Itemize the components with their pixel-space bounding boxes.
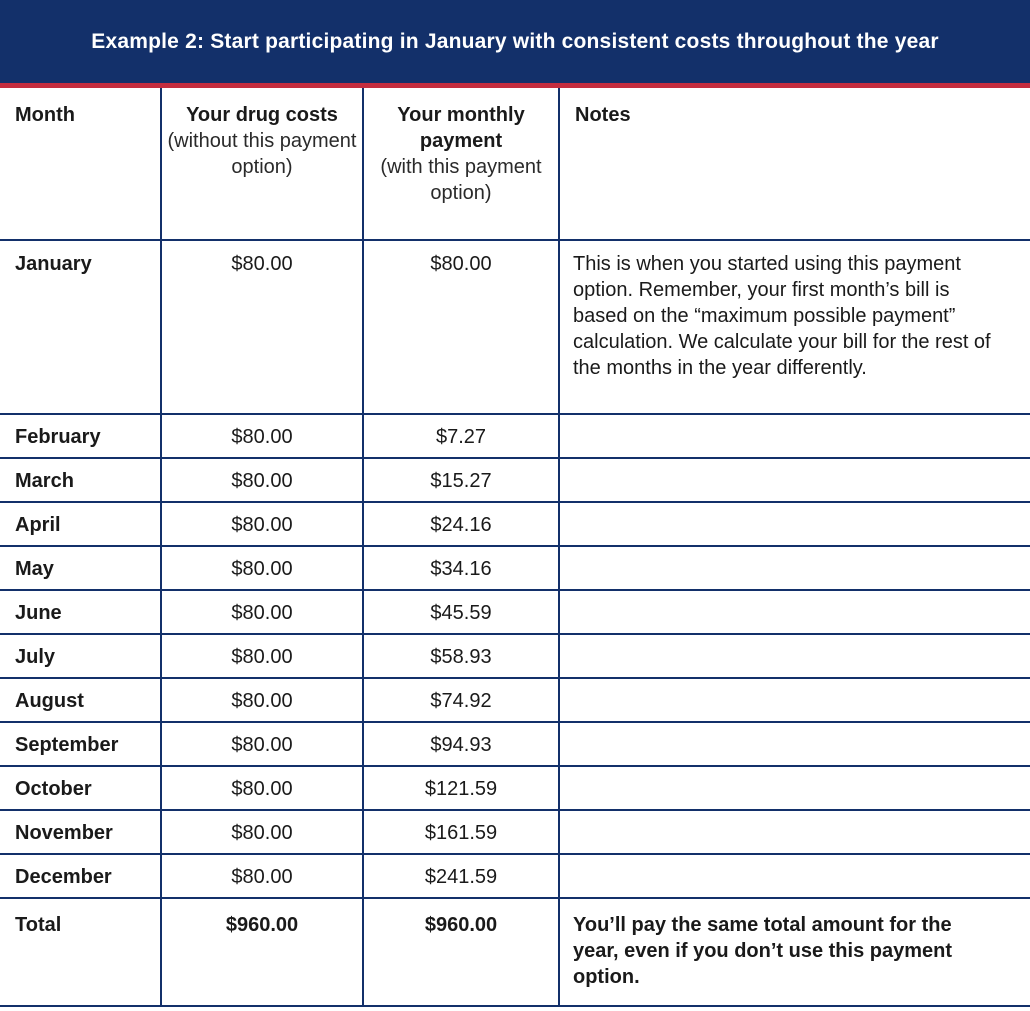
payment-cell: $15.27	[363, 458, 559, 502]
month-cell: March	[0, 458, 161, 502]
table-row	[0, 854, 1030, 898]
payment-cell: $74.92	[363, 678, 559, 722]
total-row	[0, 898, 1030, 1006]
table-row	[0, 414, 1030, 458]
column-header-monthly-payment-title: Your monthly payment	[397, 104, 525, 152]
month-cell: February	[0, 414, 161, 458]
total-payment-cell: $960.00	[363, 898, 559, 1006]
drug-cost-cell: $80.00	[161, 634, 363, 678]
note-cell	[559, 634, 1030, 678]
note-cell	[559, 414, 1030, 458]
note-cell	[559, 458, 1030, 502]
payment-example-table	[0, 88, 1030, 1007]
payment-cell: $45.59	[363, 590, 559, 634]
table-row	[0, 502, 1030, 546]
drug-cost-cell: $80.00	[161, 810, 363, 854]
note-cell	[559, 502, 1030, 546]
note-cell	[559, 546, 1030, 590]
table-row	[0, 766, 1030, 810]
drug-cost-cell: $80.00	[161, 458, 363, 502]
payment-cell: $94.93	[363, 722, 559, 766]
drug-cost-cell: $80.00	[161, 766, 363, 810]
total-drug-cost-cell: $960.00	[161, 898, 363, 1006]
table-row	[0, 634, 1030, 678]
drug-cost-cell: $80.00	[161, 722, 363, 766]
table-row	[0, 678, 1030, 722]
note-cell	[559, 590, 1030, 634]
month-cell: September	[0, 722, 161, 766]
table-title: Example 2: Start participating in January with consistent costs throughout the year	[91, 30, 939, 53]
column-header-monthly-payment-subtitle: (with this payment option)	[380, 156, 542, 204]
payment-cell: $161.59	[363, 810, 559, 854]
payment-cell: $7.27	[363, 414, 559, 458]
drug-cost-cell: $80.00	[161, 854, 363, 898]
payment-cell: $34.16	[363, 546, 559, 590]
column-header-notes: Notes	[559, 88, 1030, 240]
table-row	[0, 810, 1030, 854]
month-cell: January	[0, 240, 161, 414]
column-header-drug-costs-title: Your drug costs	[186, 104, 338, 126]
column-header-month: Month	[0, 88, 161, 240]
payment-cell: $121.59	[363, 766, 559, 810]
month-cell: July	[0, 634, 161, 678]
total-note-cell: You’ll pay the same total amount for the year, even if you don’t use this payment option.	[559, 898, 1030, 1006]
payment-cell: $241.59	[363, 854, 559, 898]
table-row	[0, 590, 1030, 634]
month-cell: April	[0, 502, 161, 546]
payment-cell: $58.93	[363, 634, 559, 678]
month-cell: October	[0, 766, 161, 810]
note-cell: This is when you started using this payment option. Remember, your first month’s bill is based on the “maximum possible payment” calculation. We calculate your bill for the rest of the months in the year differently.	[559, 240, 1030, 414]
month-cell: August	[0, 678, 161, 722]
note-cell	[559, 766, 1030, 810]
drug-cost-cell: $80.00	[161, 678, 363, 722]
note-cell	[559, 810, 1030, 854]
month-cell: December	[0, 854, 161, 898]
month-cell: November	[0, 810, 161, 854]
month-cell: May	[0, 546, 161, 590]
drug-cost-cell: $80.00	[161, 502, 363, 546]
table-row	[0, 722, 1030, 766]
payment-cell: $24.16	[363, 502, 559, 546]
note-cell	[559, 854, 1030, 898]
column-header-row	[0, 88, 1030, 240]
note-cell	[559, 678, 1030, 722]
drug-cost-cell: $80.00	[161, 590, 363, 634]
table-header-banner	[0, 0, 1030, 88]
drug-cost-cell: $80.00	[161, 240, 363, 414]
table-row	[0, 546, 1030, 590]
note-cell	[559, 722, 1030, 766]
drug-cost-cell: $80.00	[161, 546, 363, 590]
column-header-monthly-payment	[363, 88, 559, 240]
column-header-drug-costs	[161, 88, 363, 240]
column-header-drug-costs-subtitle: (without this payment option)	[167, 130, 357, 178]
drug-cost-cell: $80.00	[161, 414, 363, 458]
total-label-cell: Total	[0, 898, 161, 1006]
table-row	[0, 240, 1030, 414]
payment-cell: $80.00	[363, 240, 559, 414]
table-row	[0, 458, 1030, 502]
month-cell: June	[0, 590, 161, 634]
